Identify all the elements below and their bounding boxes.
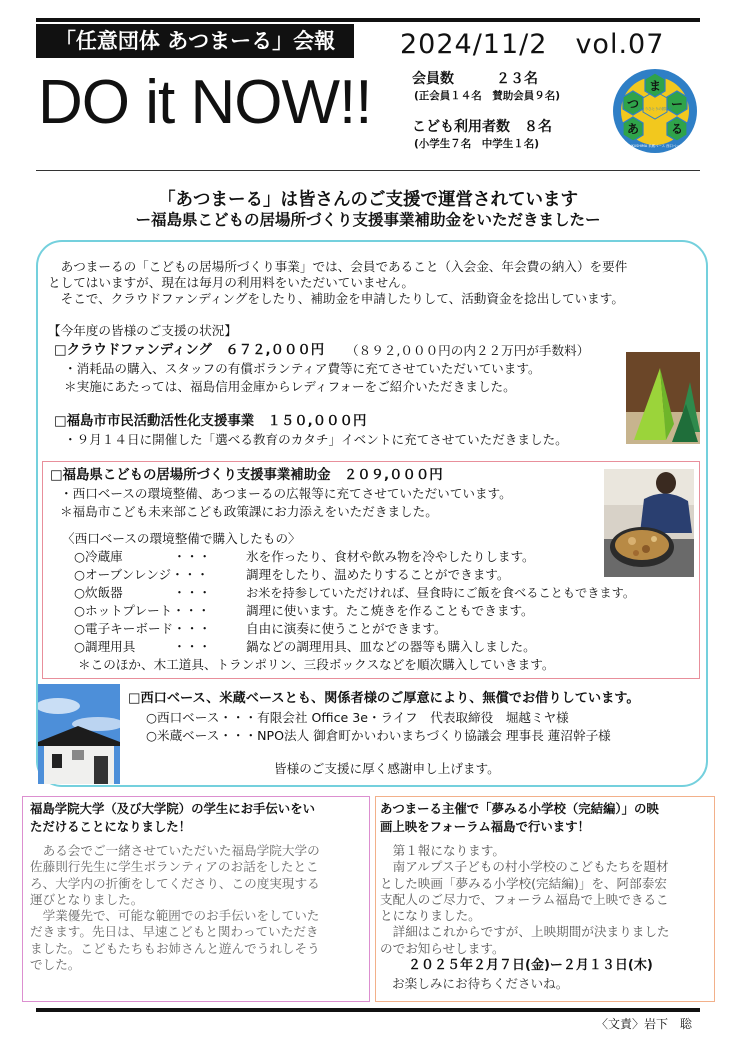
movie-body (380, 843, 712, 957)
purchase-item: ○オーブンレンジ・・・ (74, 567, 209, 582)
child-user-count: こども利用者数 ８名 (412, 119, 552, 135)
purchase-item: ○ホットプレート・・・ (74, 603, 211, 618)
headline-sub: ー福島県こどもの居場所づくり支援事業補助金をいただきましたー (135, 211, 601, 229)
city-grant-detail: ・９月１４日に開催した「選べる教育のカタチ」イベントに充てさせていただきました。 (64, 432, 568, 447)
movie-body-line: 詳細はこれからですが、上映期間が決まりました (380, 924, 670, 940)
member-count: 会員数 ２３名 (412, 71, 538, 87)
logo-char-tsu: つ (626, 97, 640, 111)
child-user-breakdown: (小学生７名 中学生１名) (414, 138, 540, 150)
crowdfunding-detail: ・消耗品の購入、スタッフの有償ボランティア費等に充てさせていただいています。 (64, 361, 541, 376)
university-body-line: 佐藤則行先生に学生ボランティアのお話をしたとこ (30, 859, 319, 875)
movie-title: 画上映をフォーラム福島で行います！ (380, 819, 590, 834)
movie-body-line: とした映画「夢みる小学校(完結編)」を、阿部泰宏 (380, 875, 667, 891)
issue-date-volume: 2024/11/2 vol.07 (400, 29, 665, 60)
city-grant-title: □福島市市民活動活性化支援事業 １５０,０００円 (54, 414, 367, 429)
purchase-item: ○調理用具 ・・・ (74, 639, 211, 654)
movie-closing: お楽しみにお待ちくださいね。 (392, 976, 569, 991)
member-breakdown: (正会員１４名 賛助会員９名) (414, 90, 561, 102)
screening-period: ２０２５年２月７日(金)ー２月１３日(木) (408, 958, 653, 973)
author-credit: 〈文責〉岩下 聡 (596, 1017, 693, 1031)
university-body-line: ろ、大学内の折衝をしてくださり、この度実現する (30, 875, 320, 891)
base-loan-title: □西口ベース、米蔵ベースとも、関係者様のご厚意により、無償でお借りしています。 (128, 691, 640, 706)
purchase-desc: 鍋などの調理用具、皿などの器等も購入しました。 (246, 639, 536, 654)
base-loan-detail: ○西口ベース・・・有限会社 Office 3e・ライフ 代表取締役 堀越ミヤ様 (146, 710, 569, 725)
logo-name: FUKUSHIMA 米蔵ベース 西口ベース (627, 144, 683, 148)
intro-line: としてはいますが、現在は毎月の利用料をいただいていません。 (48, 275, 414, 290)
logo-char-dash: ー (670, 97, 684, 111)
logo-char-a: あ (626, 122, 640, 136)
logo-char-ma: ま (648, 79, 662, 93)
crowdfunding-title: □クラウドファンディング ６７２,０００円 (54, 343, 325, 358)
movie-title: あつまーる主催で「夢みる小学校（完結編）」の映 (380, 801, 659, 816)
purchase-item: ○炊飯器 ・・・ (74, 585, 211, 600)
intro-line: そこで、クラウドファンディングをしたり、補助金を申請したりして、活動資金を捻出しています。 (48, 291, 624, 306)
purchase-desc: 自由に演奏に使うことができます。 (246, 621, 447, 636)
university-body-line: でした。 (30, 957, 81, 973)
movie-body-line: とになりました。 (380, 908, 481, 924)
university-body-line: だきます。先日は、早速こどもと関わっていただき (30, 924, 319, 940)
movie-body-line: のでお知らせします。 (380, 940, 505, 956)
base-building-photo (38, 684, 120, 784)
header-divider (36, 170, 700, 171)
purchase-desc: お米を持参していただければ、昼食時にご飯を食べることもできます。 (246, 586, 636, 600)
cooking-photo (604, 469, 694, 577)
bottom-rule (36, 1008, 700, 1012)
university-title: ただけることになりました！ (30, 819, 192, 834)
prefecture-grant-detail: ・西口ベースの環境整備、あつまーるの広報等に充てさせていただいています。 (60, 486, 512, 501)
logo-tagline: ひとりひとりの居場所 (638, 107, 672, 111)
org-badge: 「任意団体 あつまーる」会報 (36, 24, 354, 58)
university-title: 福島学院大学（及び大学院）の学生にお手伝いをい (30, 801, 315, 816)
purchase-item: ○冷蔵庫 ・・・ (74, 549, 211, 564)
university-body (30, 843, 368, 973)
university-body-line: 学業優先で、可能な範囲でのお手伝いをしていた (30, 908, 320, 924)
crowdfunding-fee-note: （８９２,０００円の内２２万円が手数料） (346, 343, 590, 358)
purchase-note: ＊このほか、木工道具、トランポリン、三段ボックスなどを順次購入していきます。 (78, 657, 555, 672)
base-loan-detail: ○米蔵ベース・・・NPO法人 御倉町かいわいまちづくり協議会 理事長 蓮沼幹子様 (146, 728, 611, 743)
purchase-item: ○電子キーボード・・・ (74, 621, 211, 636)
university-body-line: ました。こどもたちもお姉さんと遊んでうれしそう (30, 940, 320, 956)
logo-char-ru: る (670, 122, 684, 136)
movie-body-line: 第１報になります。 (380, 843, 505, 858)
intro-line: あつまーるの「こどもの居場所づくり事業」では、会員であること（入会金、年会費の納入）を要件 (48, 259, 628, 274)
university-body-line: ある会でご一緒させていただいた福島学院大学の (30, 843, 320, 858)
newsletter-title: DO it NOW!! (38, 68, 372, 137)
purchase-desc: 調理に使います。たこ焼きを作ることもできます。 (246, 603, 534, 618)
atsumaru-logo (611, 67, 699, 155)
movie-body-line: 南アルプス子どもの村小学校のこどもたちを題材 (380, 859, 669, 875)
movie-body-line: 支配人のご尽力で、フォーラム福島で上映できるこ (380, 891, 669, 907)
prefecture-grant-detail: ＊福島市こども未来部こども政策課にお力添えをいただきました。 (60, 504, 438, 519)
crowdfunding-detail: ＊実施にあたっては、福島信用金庫からレディフォーをご紹介いただきました。 (64, 379, 516, 394)
headline-main: 「あつまーる」は皆さんのご支援で運営されています (158, 190, 578, 210)
university-body-line: 運びとなりました。 (30, 891, 144, 907)
purchase-heading: 〈西口ベースの環境整備で購入したもの〉 (62, 531, 301, 546)
purchase-desc: 氷を作ったり、食材や飲み物を冷やしたりします。 (246, 549, 535, 564)
purchase-desc: 調理をしたり、温めたりすることができます。 (246, 567, 510, 582)
thanks-message: 皆様のご支援に厚く感謝申し上げます。 (274, 761, 500, 776)
origami-photo (626, 352, 700, 444)
prefecture-grant-title: □福島県こどもの居場所づくり支援事業補助金 ２０９,０００円 (50, 468, 443, 483)
support-heading: 【今年度の皆様のご支援の状況】 (48, 323, 237, 338)
